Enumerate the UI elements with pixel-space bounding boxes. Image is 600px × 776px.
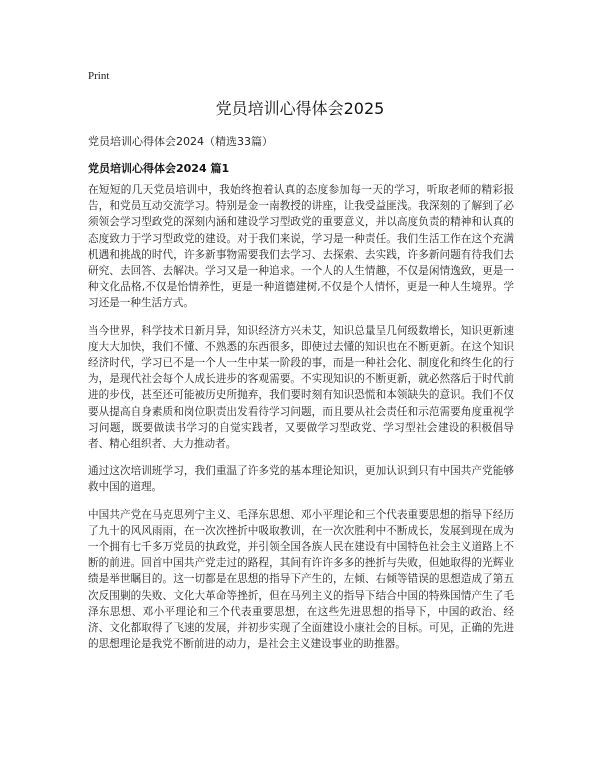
section-heading: 党员培训心得体会2024 篇1 xyxy=(88,162,230,175)
paragraph: 当今世界，科学技术日新月异，知识经济方兴未艾，知识总量呈几何级数增长，知识更新速度大大加快，我们不懂、不熟悉的东西很多，即使过去懂的知识也在不断更新。在这个知识经济时代，学习已不是一个人一生中某一阶段的事，而是一种社会化、制度化和终生化的行为，是现代社会每个人成长进步的客观需要。不实现知识的不断更新，就必然落后于时代前进的步伐，甚至还可能被历史所抛弃，我们要时刻有知识恐慌和本领缺失的意识。我们不仅要从提高自身素质和岗位职责出发看待学习问题，而且要从社会责任和示范需要角度重视学习问题，既要做读书学习的自觉实践者，又要做学习型政党、学习型社会建设的积极倡导者、精心组织者、大力推动者。 xyxy=(88,324,514,451)
document-subtitle: 党员培训心得体会2024（精选33篇） xyxy=(88,135,273,148)
paragraph: 在短短的几天党员培训中，我始终抱着认真的态度参加每一天的学习，听取老师的精彩报告，和党员互动交流学习。特别是金一南教授的讲座，让我受益匪浅。我深刻的了解到了必须领会学习型政党的深刻内涵和建设学习型政党的重要意义，并以高度负责的精神和认真的态度致力于学习型政党的建设。对于我们来说，学习是一种责任。我们生活工作在这个充满机遇和挑战的时代，许多新事物需要我们去学习、去探索、去实践，许多新问题有待我们去研究、去回答、去解决。学习又是一种追求。一个人的人生情趣，不仅是闲情逸致，更是一种文化品格,不仅是怡情养性，更是一种道德建树,不仅是个人情怀，更是一种人生境界。学习还是一种生活方式。 xyxy=(88,184,514,310)
paragraph: 中国共产党在马克思列宁主义、毛泽东思想、邓小平理论和三个代表重要思想的指导下经历了九十的风风雨雨，在一次次挫折中吸取教训，在一次次胜利中不断成长，发展到现在成为一个拥有七千多万党员的执政党，并引领全国各族人民在建设有中国特色社会主义道路上不断的前进。回首中国共产党走过的路程，其间有许许多多的挫折与失败，但她取得的光辉业绩是举世瞩目的。这一切都是在思想的指导下产生的，左倾、右倾等错误的思想造成了第五次反围剿的失败、文化大革命等挫折，但在马列主义的指导下结合中国的特殊国情产生了毛泽东思想、邓小平理论和三个代表重要思想，在这些先进思想的指导下，中国的政治、经济、文化都取得了飞速的发展，并初步实现了全面建设小康社会的目标。可见，正确的先进的思想理论是我党不断前进的动力，是社会主义建设事业的助推器。 xyxy=(88,508,514,651)
body-text xyxy=(88,182,514,663)
print-label: Print xyxy=(88,70,110,82)
paragraph: 通过这次培训班学习，我们重温了许多党的基本理论知识，更加认识到只有中国共产党能够救中国的道理。 xyxy=(88,465,514,494)
document-title: 党员培训心得体会2025 xyxy=(215,99,385,118)
